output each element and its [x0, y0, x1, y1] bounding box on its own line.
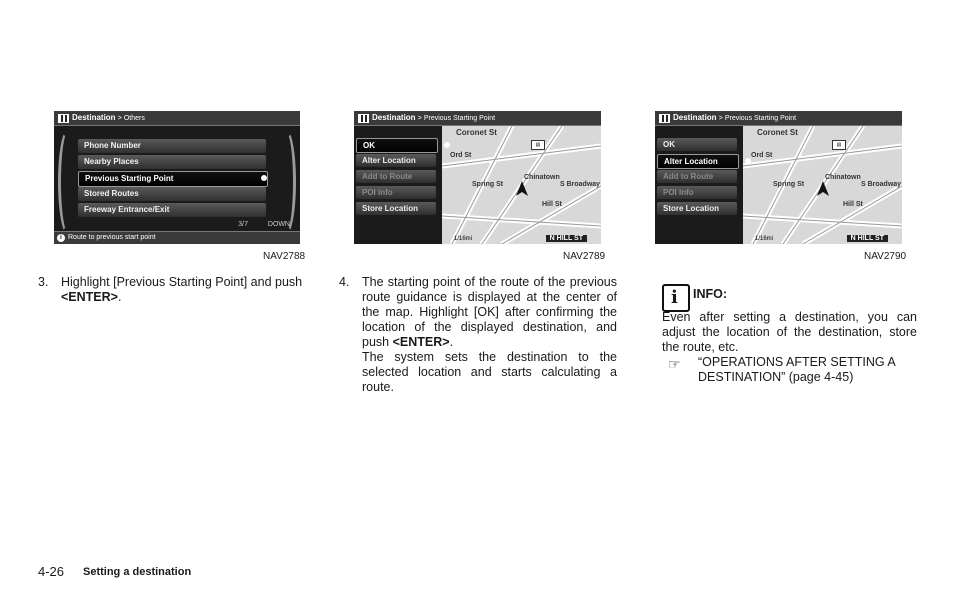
figure-caption: NAV2789 — [563, 251, 606, 262]
screen-title-bar — [354, 111, 601, 126]
info-label: INFO: — [693, 287, 728, 301]
screen-title-bar — [54, 111, 300, 126]
selection-indicator-dot — [444, 142, 450, 148]
page-number: 4-26 — [38, 564, 65, 579]
map-label: Spring St — [773, 181, 805, 188]
left-scroll-arc — [58, 129, 78, 235]
selection-indicator-dot — [261, 175, 267, 181]
screen-title: Destination — [372, 113, 416, 122]
menu-item-poi-info[interactable]: POI Info — [356, 186, 436, 199]
step-text-end: . — [449, 335, 454, 349]
menu-item-nearby-places[interactable]: Nearby Places — [78, 155, 266, 169]
map-label: Hill St — [542, 201, 562, 208]
screen-subtitle: > Others — [117, 115, 145, 122]
current-street-name: N HILL ST — [546, 235, 587, 242]
map-label: Coronet St — [757, 128, 798, 137]
figure-caption: NAV2790 — [864, 251, 907, 262]
section-title: Setting a destination — [83, 566, 192, 578]
menu-item-add-to-route[interactable]: Add to Route — [356, 170, 436, 183]
map-view[interactable] — [442, 126, 601, 244]
info-body: Even after setting a destination, you can adjust the location of the destination, store the route, etc. — [662, 310, 917, 354]
menu-item-freeway-entrance-exit[interactable]: Freeway Entrance/Exit — [78, 203, 266, 217]
step-text-body: Highlight [Previous Starting Point] and push — [61, 275, 303, 289]
screen-title: Destination — [673, 113, 717, 122]
checkered-flag-icon — [58, 114, 69, 123]
step-4 — [339, 275, 617, 400]
step-text-end: . — [117, 290, 122, 304]
enter-key-label: <ENTER> — [61, 290, 118, 304]
menu-item-store-location[interactable]: Store Location — [657, 202, 737, 215]
map-label: Hill St — [843, 201, 863, 208]
screenshot-map-previous-starting-point-2 — [655, 111, 902, 244]
menu-item-previous-starting-point[interactable]: Previous Starting Point — [78, 171, 268, 187]
info-icon: i — [662, 284, 690, 312]
menu-item-alter-location[interactable]: Alter Location — [657, 154, 739, 169]
right-scroll-arc — [276, 129, 296, 235]
status-bar — [54, 231, 300, 244]
step-number: 4. — [339, 275, 350, 289]
step-number: 3. — [38, 275, 49, 289]
map-label: Ord St — [751, 152, 773, 159]
reference-pointing-hand-icon: ☞ — [668, 356, 681, 372]
menu-item-poi-info[interactable]: POI Info — [657, 186, 737, 199]
page-indicator: 3/7 — [238, 221, 248, 228]
menu-item-stored-routes[interactable]: Stored Routes — [78, 187, 266, 201]
map-scale: 1/16mi — [454, 236, 473, 242]
map-scale: 1/16mi — [755, 236, 774, 242]
traffic-info-icon: ▤ — [832, 140, 846, 150]
step-text — [61, 275, 318, 305]
step-text — [362, 275, 617, 395]
menu-item-add-to-route[interactable]: Add to Route — [657, 170, 737, 183]
menu-item-ok[interactable]: OK — [356, 138, 438, 153]
map-label: Ord St — [450, 152, 472, 159]
step-3 — [38, 275, 318, 309]
map-label: Chinatown — [524, 174, 560, 181]
info-reference: “OPERATIONS AFTER SETTING A DESTINATION” (page 4-45) — [698, 355, 896, 384]
status-text: Route to previous start point — [68, 234, 156, 241]
checkered-flag-icon — [659, 114, 670, 123]
menu-item-phone-number[interactable]: Phone Number — [78, 139, 266, 153]
screen-title-bar — [655, 111, 902, 126]
step-text-continuation: The system sets the destination to the selected location and starts calculating a route. — [362, 350, 617, 394]
menu-item-alter-location[interactable]: Alter Location — [356, 154, 436, 167]
map-label: S Broadway — [861, 181, 902, 188]
map-label: S Broadway — [560, 181, 601, 188]
screenshot-map-previous-starting-point-1 — [354, 111, 601, 244]
screenshot-destination-others — [54, 111, 300, 244]
screen-title: Destination — [72, 113, 116, 122]
down-button[interactable]: DOWN — [267, 221, 290, 228]
checkered-flag-icon — [358, 114, 369, 123]
traffic-info-icon: ▤ — [531, 140, 545, 150]
screen-subtitle: > Previous Starting Point — [718, 115, 797, 122]
map-label: Coronet St — [456, 128, 497, 137]
menu-item-ok[interactable]: OK — [657, 138, 737, 151]
map-label: Chinatown — [825, 174, 861, 181]
selection-indicator-dot — [745, 158, 751, 164]
figure-caption: NAV2788 — [263, 251, 306, 262]
step-text-body: The starting point of the route of the previous route guidance is displayed at the center of the map. Highlight [OK] after confirming the location of the displayed destination, and push — [362, 275, 617, 349]
map-view[interactable] — [743, 126, 902, 244]
menu-item-store-location[interactable]: Store Location — [356, 202, 436, 215]
screen-subtitle: > Previous Starting Point — [417, 115, 496, 122]
info-icon: i — [57, 234, 65, 242]
map-label: Spring St — [472, 181, 504, 188]
enter-key-label: <ENTER> — [392, 335, 450, 349]
current-street-name: N HILL ST — [847, 235, 888, 242]
